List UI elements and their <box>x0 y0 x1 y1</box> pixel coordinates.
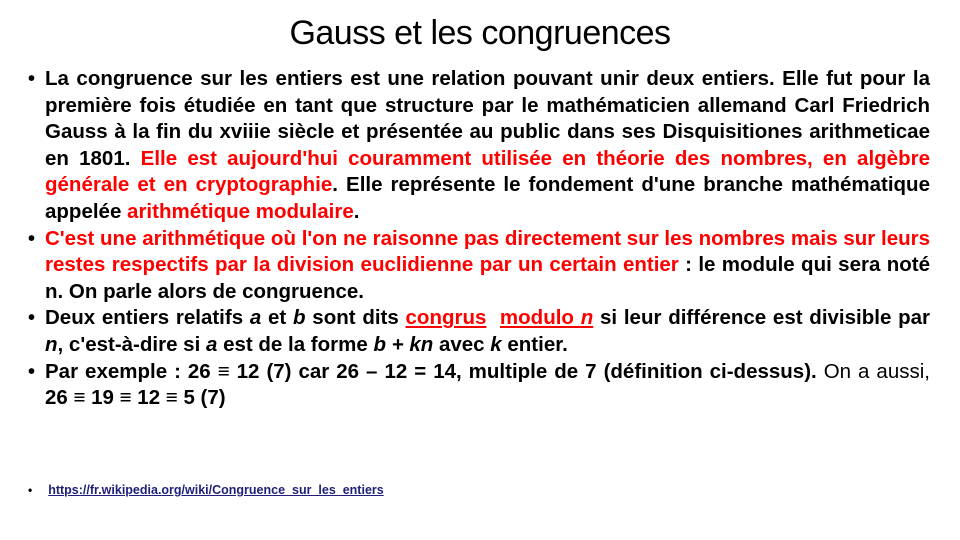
p3-var-a2: a <box>205 332 218 356</box>
p3-text-a: Deux entiers relatifs <box>45 306 250 330</box>
p3-var-b: b <box>293 306 306 330</box>
p3-text-i: si leur différence est divisible par <box>593 306 930 330</box>
bullet-dot: • <box>28 307 36 330</box>
wikipedia-link[interactable]: https://fr.wikipedia.org/wiki/Congruence_sur_les_entiers <box>48 483 384 497</box>
bullet-dot: • <box>28 68 36 90</box>
congrus-link[interactable]: congrus <box>405 306 487 330</box>
p3-var-n: n <box>580 306 594 330</box>
p4-text-c: 26 ≡ 19 ≡ 12 ≡ 5 (7) <box>45 386 226 410</box>
p3-text-m: est de la forme <box>217 332 374 356</box>
p1-text-d: arithmétique modulaire <box>127 199 354 223</box>
bullet-3 <box>28 305 930 358</box>
p3-text-g: modulo <box>499 306 581 330</box>
p3-var-n2: n <box>45 332 58 356</box>
source-link-row <box>28 483 384 497</box>
bullet-dot: • <box>28 227 36 250</box>
p2-text-b: : le module qui sera noté n. On parle alors de congruence. <box>45 253 930 303</box>
p3-var-k: k <box>490 332 502 356</box>
p3-text-q: entier. <box>501 332 568 356</box>
p3-text-k: , c'est-à-dire si <box>57 332 206 356</box>
p3-formula: b + kn <box>373 332 434 356</box>
modulo-link[interactable] <box>500 306 593 329</box>
p4-text-a: Par exemple : 26 ≡ 12 (7) car 26 – 12 = 14, multiple de 7 (définition ci-dessus). <box>45 359 824 383</box>
p1-text-b: Elle est aujourd'hui couramment utilisée en théorie des nombres, en algèbre générale et en cryptographie <box>45 146 930 197</box>
p3-text-c: et <box>261 306 294 330</box>
p1-text-a: La congruence sur les entiers est une relation pouvant unir deux entiers. Elle fut pour la première fois étudiée en tant que structure par le mathématicien allemand Carl Friedrich Gauss à la fin du xviiie siècle et présentée au public dans ses Disquisitiones arithmeticae en 1801. <box>45 67 930 170</box>
p3-text-e: sont dits <box>305 306 406 330</box>
bullet-1 <box>28 66 930 226</box>
p3-text-o: avec <box>433 332 491 356</box>
slide-body <box>28 66 930 412</box>
bullet-4 <box>28 359 930 412</box>
p3-var-a: a <box>249 306 262 330</box>
slide-title: Gauss et les congruences <box>289 14 671 52</box>
bullet-2 <box>28 226 930 306</box>
bullet-dot: • <box>28 483 33 497</box>
p2-text-a: C'est une arithmétique où l'on ne raisonne pas directement sur les nombres mais sur leurs restes respectifs par la division euclidienne par un certain entier <box>45 226 930 277</box>
p1-text-e: . <box>353 199 360 223</box>
bullet-dot: • <box>28 360 36 383</box>
p4-text-b: On a aussi, <box>823 359 930 383</box>
p1-text-c: . Elle représente le fondement d'une branche mathématique appelée <box>45 173 930 223</box>
